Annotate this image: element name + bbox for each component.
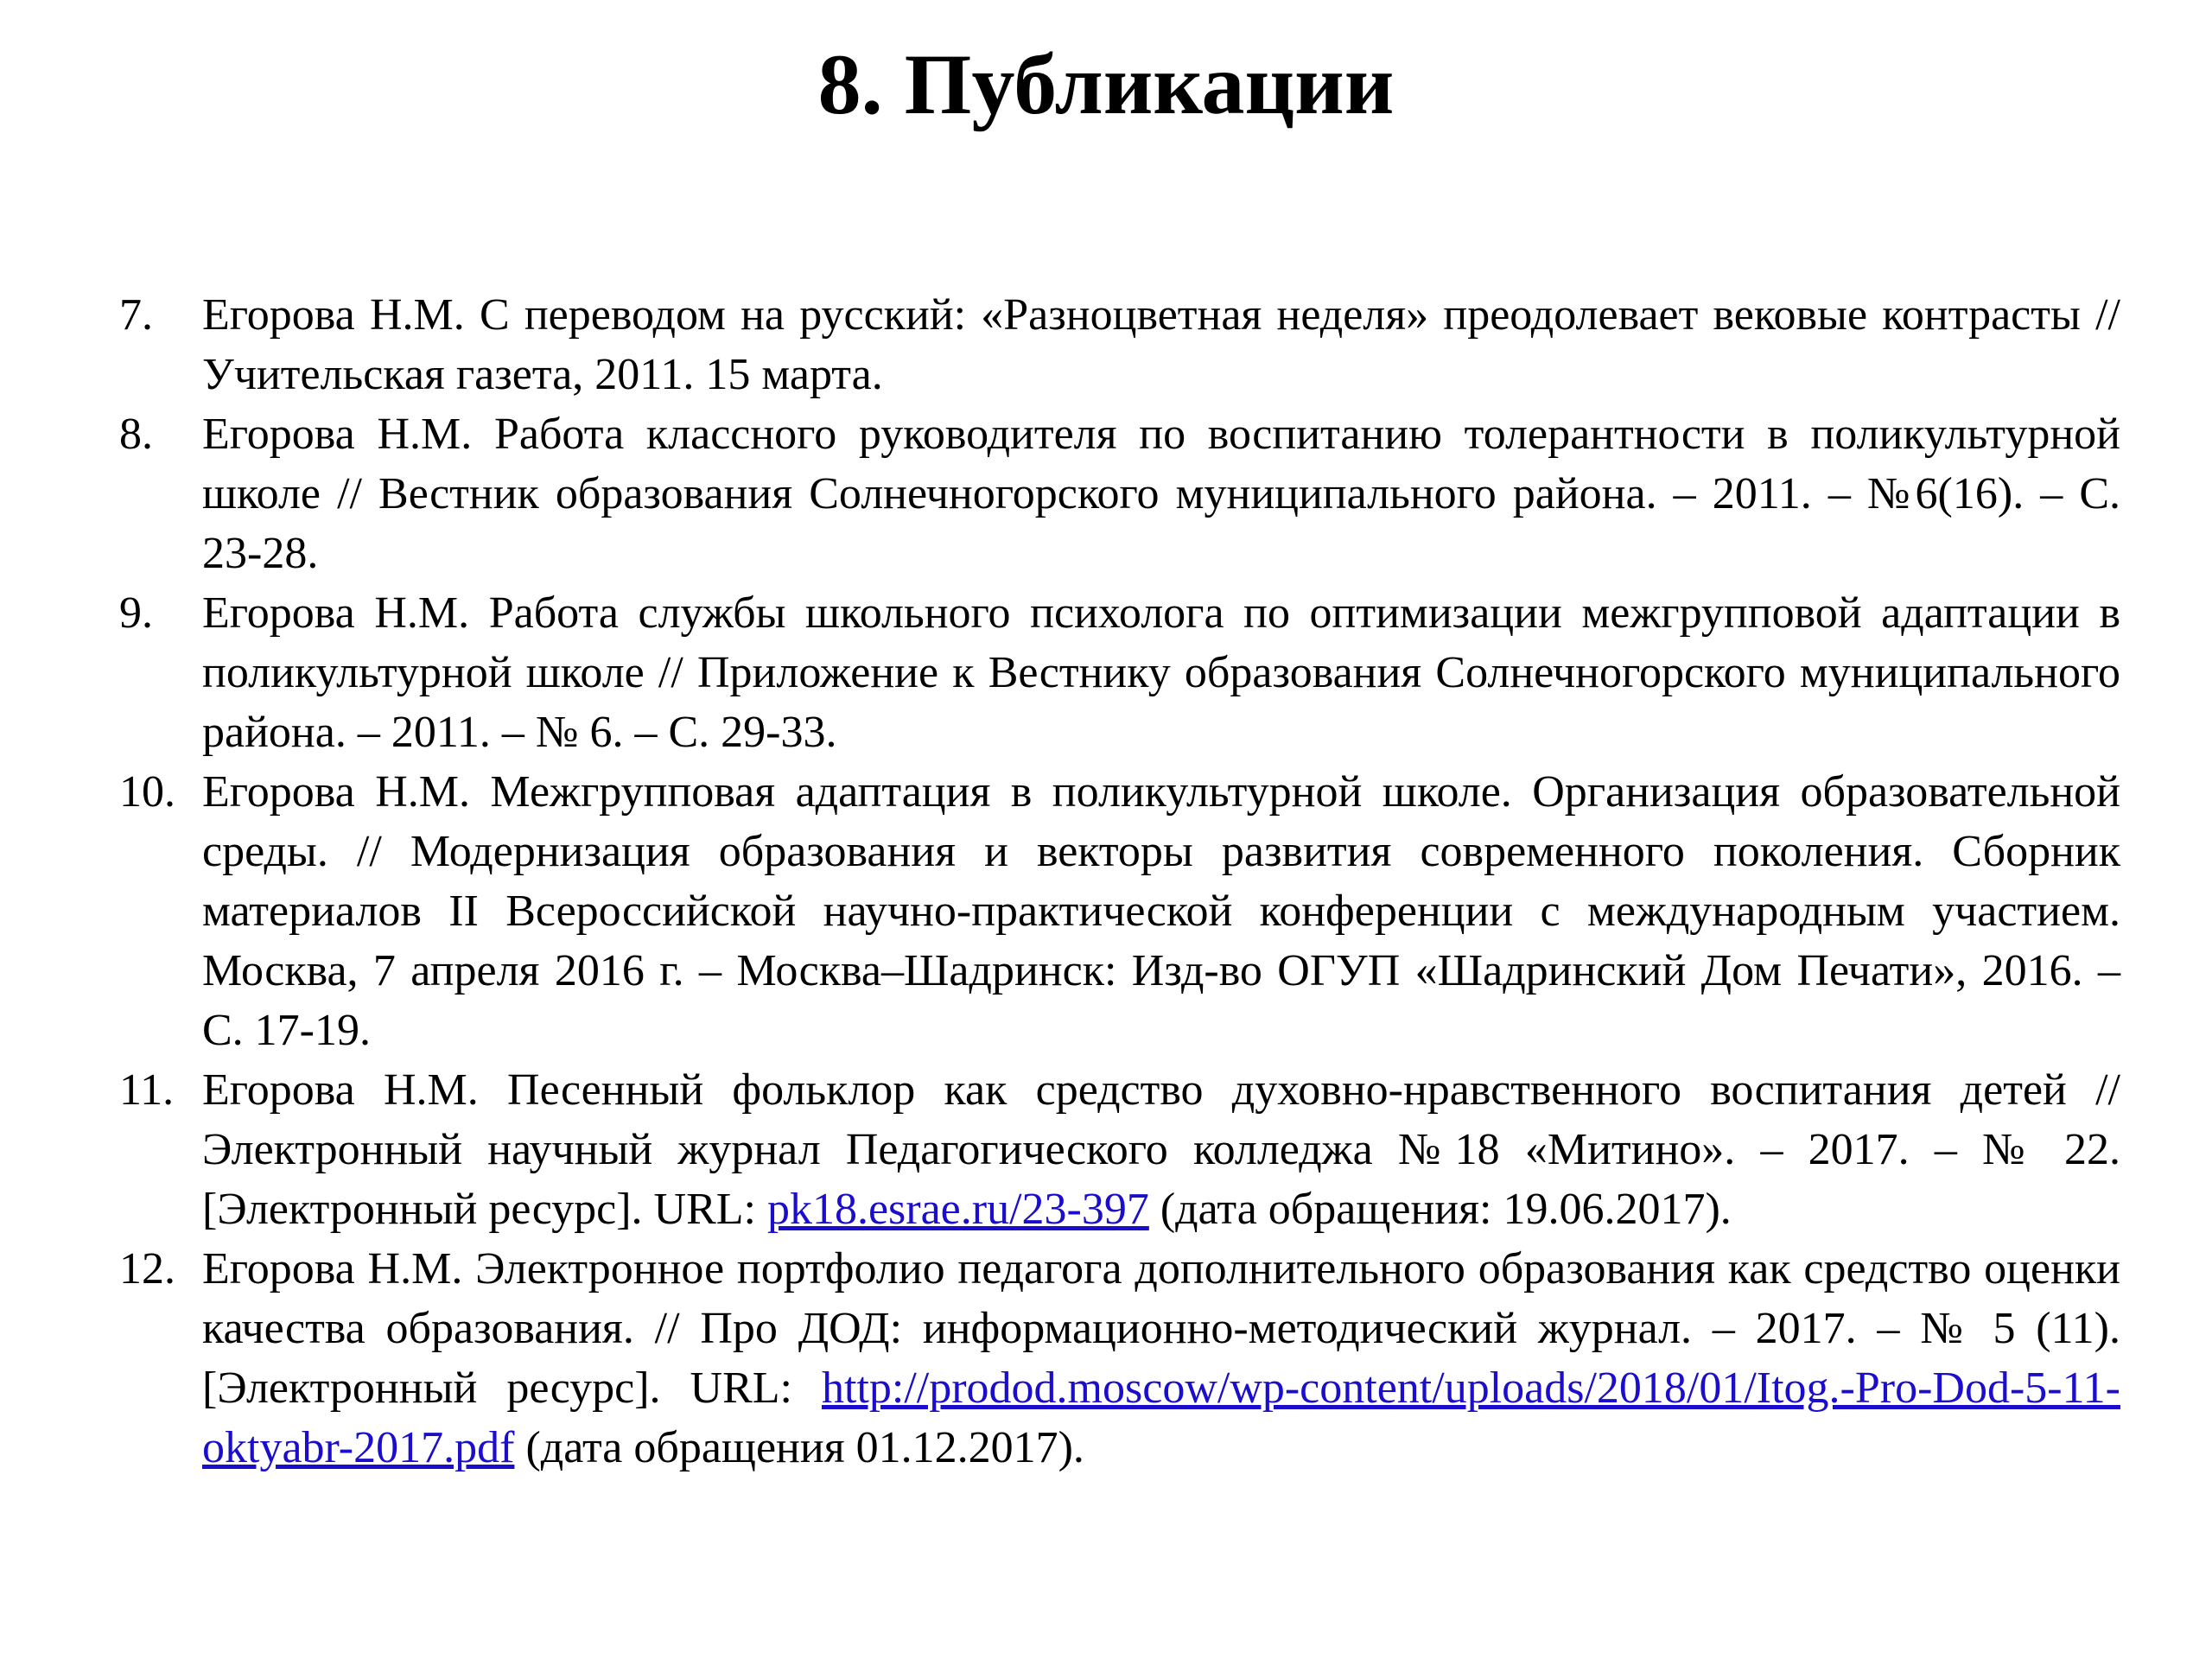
publication-item	[119, 285, 2120, 404]
publication-text	[202, 285, 2120, 404]
publication-citation: Егорова Н.М. Работа классного руководителя по воспитанию толерантности в поликультурной школе // Вестник образования Солнечногорского муниципального района. – 2011. – №6(16). – С. 23-28.	[202, 410, 2120, 578]
publication-text	[202, 583, 2120, 762]
publication-citation: Егорова Н.М. С переводом на русский: «Разноцветная неделя» преодолевает вековые контрасты // Учительская газета, 2011. 15 марта.	[202, 290, 2120, 399]
publication-text	[202, 762, 2120, 1060]
publication-access-date: (дата обращения 01.12.2017).	[514, 1423, 1084, 1472]
publication-number: 8.	[119, 410, 153, 459]
publication-item	[119, 1060, 2120, 1239]
publication-item	[119, 583, 2120, 762]
publication-number: 7.	[119, 290, 153, 340]
publication-access-date: (дата обращения: 19.06.2017).	[1148, 1185, 1732, 1234]
publication-number: 9.	[119, 588, 153, 638]
publication-item	[119, 404, 2120, 583]
publication-citation: Егорова Н.М. Межгрупповая адаптация в поликультурной школе. Организация образовательной среды. // Модернизация образования и векторы развития современного поколения. Сборник материалов II Всероссийской научно-практической конференции с международным участием. Москва, 7 апреля 2016 г. – Москва–Шадринск: Изд-во ОГУП «Шадринский Дом Печати», 2016. – С. 17-19.	[202, 767, 2120, 1055]
publication-number: 11.	[119, 1065, 175, 1115]
publication-url-link[interactable]: http://prodod.moscow/wp-content/uploads/2018/01/Itog.-Pro-Dod-5-11-oktyabr-2017.pdf	[202, 1363, 2120, 1472]
publication-number: 12.	[119, 1244, 175, 1294]
publication-citation: Егорова Н.М. Работа службы школьного психолога по оптимизации межгрупповой адаптации в поликультурной школе // Приложение к Вестнику образования Солнечногорского муниципального района. – 2011. – № 6. – С. 29-33.	[202, 588, 2120, 757]
publication-item	[119, 762, 2120, 1060]
publication-text	[202, 1060, 2120, 1239]
publication-number: 10.	[119, 767, 175, 817]
publication-text	[202, 404, 2120, 583]
publication-citation: Егорова Н.М. Песенный фольклор как средство духовно-нравственного воспитания детей // Электронный научный журнал Педагогического колледжа №18 «Митино». – 2017. – № 22. [Электронный ресурс]. URL:	[202, 1065, 2120, 1234]
publication-citation: Егорова Н.М. Электронное портфолио педагога дополнительного образования как средство оценки качества образования. // Про ДОД: информационно-методический журнал. – 2017. – № 5 (11). [Электронный ресурс]. URL:	[202, 1244, 2120, 1413]
slide-title: 8. Публикации	[817, 36, 1395, 132]
publication-item	[119, 1239, 2120, 1478]
publication-text	[202, 1239, 2120, 1478]
publication-url-link[interactable]: pk18.esrae.ru/23-397	[766, 1185, 1149, 1234]
publication-list	[119, 285, 2120, 1478]
